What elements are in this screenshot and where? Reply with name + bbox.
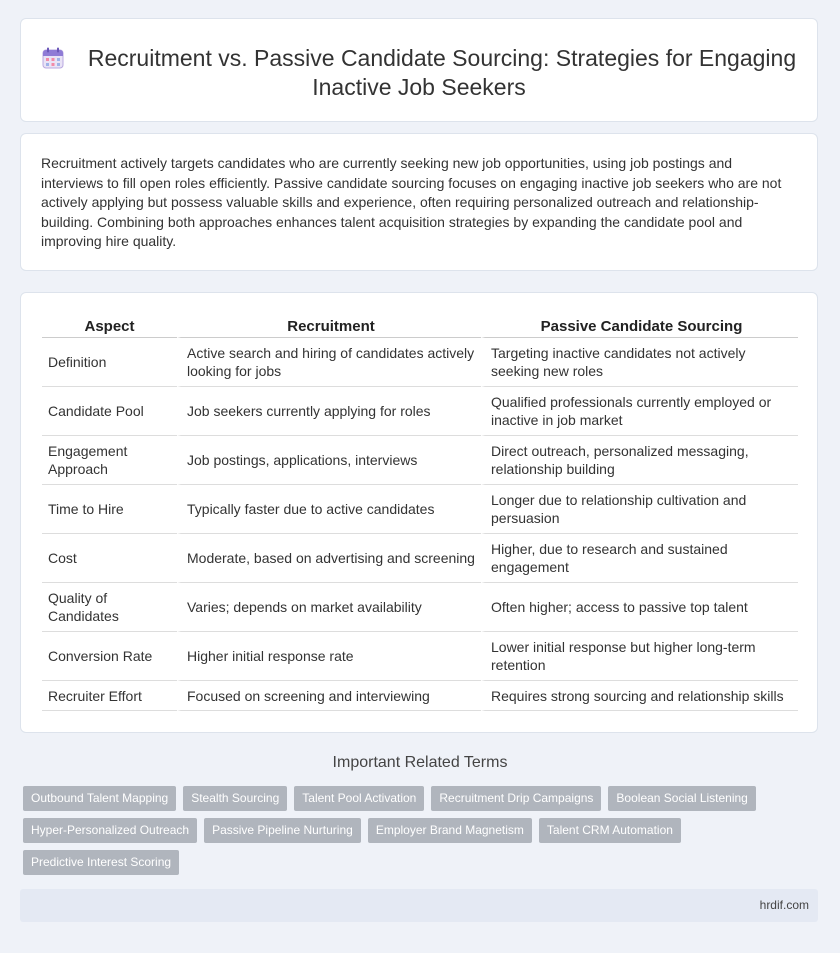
- row-aspect: Candidate Pool: [42, 387, 177, 436]
- row-aspect: Conversion Rate: [42, 632, 177, 681]
- row-aspect: Time to Hire: [42, 485, 177, 534]
- title-card: [20, 18, 818, 122]
- header-recruitment: Recruitment: [177, 316, 481, 338]
- row-recruitment: Focused on screening and interviewing: [177, 681, 481, 711]
- comparison-table: [42, 316, 798, 711]
- row-passive: Qualified professionals currently employed or inactive in job market: [481, 387, 798, 436]
- table-row: [42, 338, 798, 387]
- related-term-tag[interactable]: Predictive Interest Scoring: [23, 850, 179, 875]
- footer-site-link[interactable]: hrdif.com: [759, 898, 809, 912]
- row-recruitment: Higher initial response rate: [177, 632, 481, 681]
- row-passive: Requires strong sourcing and relationship skills: [481, 681, 798, 711]
- row-passive: Higher, due to research and sustained engagement: [481, 534, 798, 583]
- table-row: [42, 534, 798, 583]
- intro-card: [20, 133, 818, 271]
- header-passive-sourcing: Passive Candidate Sourcing: [481, 316, 798, 338]
- row-recruitment: Job postings, applications, interviews: [177, 436, 481, 485]
- table-row: [42, 583, 798, 632]
- related-term-tag[interactable]: Talent CRM Automation: [539, 818, 681, 843]
- related-terms-heading: Important Related Terms: [332, 754, 508, 771]
- related-term-tag[interactable]: Outbound Talent Mapping: [23, 786, 176, 811]
- related-term-tag[interactable]: Hyper-Personalized Outreach: [23, 818, 197, 843]
- table-header-row: [42, 316, 798, 338]
- intro-paragraph: Recruitment actively targets candidates who are currently seeking new job opportunities, using job postings and interviews to fill open roles efficiently. Passive candidate sourcing focuses on engaging inactive job seekers who are not actively applying but possess valuable skills and experience, often requiring personalized outreach and relationship-building. Combining both approaches enhances talent acquisition strategies by expanding the candidate pool and improving hire quality.: [41, 155, 782, 249]
- row-aspect: Cost: [42, 534, 177, 583]
- related-term-tag[interactable]: Boolean Social Listening: [608, 786, 755, 811]
- row-aspect: Recruiter Effort: [42, 681, 177, 711]
- header-aspect: Aspect: [42, 316, 177, 338]
- row-recruitment: Job seekers currently applying for roles: [177, 387, 481, 436]
- row-passive: Often higher; access to passive top talent: [481, 583, 798, 632]
- page-title-wrap: [21, 44, 817, 102]
- row-passive: Lower initial response but higher long-term retention: [481, 632, 798, 681]
- row-passive: Direct outreach, personalized messaging, relationship building: [481, 436, 798, 485]
- row-recruitment: Active search and hiring of candidates actively looking for jobs: [177, 338, 481, 387]
- table-row: [42, 485, 798, 534]
- related-term-tag[interactable]: Passive Pipeline Nurturing: [204, 818, 361, 843]
- row-recruitment: Varies; depends on market availability: [177, 583, 481, 632]
- related-term-tag[interactable]: Talent Pool Activation: [294, 786, 424, 811]
- related-terms-list: [23, 786, 803, 875]
- table-row: [42, 632, 798, 681]
- table-row: [42, 681, 798, 711]
- row-passive: Targeting inactive candidates not actively seeking new roles: [481, 338, 798, 387]
- table-row: [42, 436, 798, 485]
- row-aspect: Engagement Approach: [42, 436, 177, 485]
- row-recruitment: Typically faster due to active candidates: [177, 485, 481, 534]
- row-recruitment: Moderate, based on advertising and screening: [177, 534, 481, 583]
- related-term-tag[interactable]: Stealth Sourcing: [183, 786, 287, 811]
- table-row: [42, 387, 798, 436]
- page-title: Recruitment vs. Passive Candidate Sourcing: Strategies for Engaging Inactive Job Seekers: [87, 45, 797, 100]
- footer-bar: [20, 889, 818, 922]
- row-aspect: Definition: [42, 338, 177, 387]
- calendar-icon: [42, 47, 64, 69]
- row-aspect: Quality of Candidates: [42, 583, 177, 632]
- related-term-tag[interactable]: Employer Brand Magnetism: [368, 818, 532, 843]
- related-term-tag[interactable]: Recruitment Drip Campaigns: [431, 786, 601, 811]
- row-passive: Longer due to relationship cultivation and persuasion: [481, 485, 798, 534]
- comparison-card: [20, 292, 818, 733]
